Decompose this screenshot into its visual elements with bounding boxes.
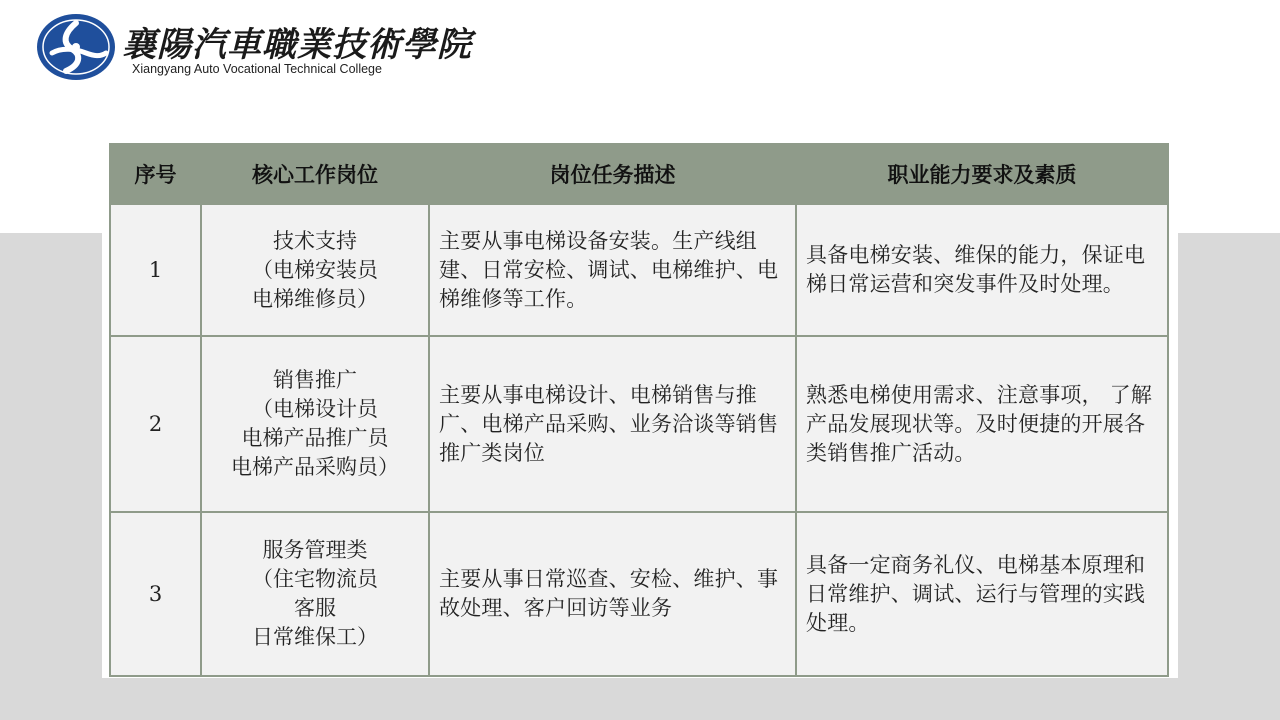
post-line: （电梯设计员 [252,397,378,421]
post-line: 电梯产品推广员 [241,426,389,450]
post-cell [201,204,429,336]
table-row [110,204,1168,336]
college-logo [36,13,472,81]
table-row [110,336,1168,512]
post-line: （电梯安装员 [252,257,378,282]
post-line: 电梯产品采购员） [231,455,399,479]
ability-requirement: 熟悉电梯使用需求、注意事项， 了解产品发展现状等。及时便捷的开展各类销售推广活动。 [796,336,1168,512]
post-line: （住宅物流员 [252,567,378,591]
college-emblem-icon [36,13,116,81]
post-line: 服务管理类 [262,538,368,562]
header-no: 序号 [110,144,201,204]
job-positions-table [109,143,1169,677]
post-line: 日常维保工） [252,625,378,649]
task-description: 主要从事电梯设备安装。生产线组建、日常安检、调试、电梯维护、电梯维修等工作。 [429,204,796,336]
post-cell [201,336,429,512]
post-line: 销售推广 [273,368,357,392]
row-number: 1 [110,204,201,336]
row-number: 2 [110,336,201,512]
header-req: 职业能力要求及素质 [796,144,1168,204]
post-line: 技术支持 [273,228,357,253]
ability-requirement: 具备一定商务礼仪、电梯基本原理和日常维护、调试、运行与管理的实践处理。 [796,512,1168,676]
task-description: 主要从事日常巡查、安检、维护、事故处理、客户回访等业务 [429,512,796,676]
row-number: 3 [110,512,201,676]
header-post: 核心工作岗位 [201,144,429,204]
post-line: 客服 [294,596,336,620]
task-description: 主要从事电梯设计、电梯销售与推广、电梯产品采购、业务洽谈等销售推广类岗位 [429,336,796,512]
post-cell [201,512,429,676]
table-header-row [110,144,1168,204]
post-line: 电梯维修员） [252,286,378,311]
ability-requirement: 具备电梯安装、维保的能力，保证电梯日常运营和突发事件及时处理。 [796,204,1168,336]
header-desc: 岗位任务描述 [429,144,796,204]
college-name-en: Xiangyang Auto Vocational Technical College [132,62,382,76]
table-row [110,512,1168,676]
college-name-cn: 襄陽汽車職業技術學院 [122,25,472,65]
